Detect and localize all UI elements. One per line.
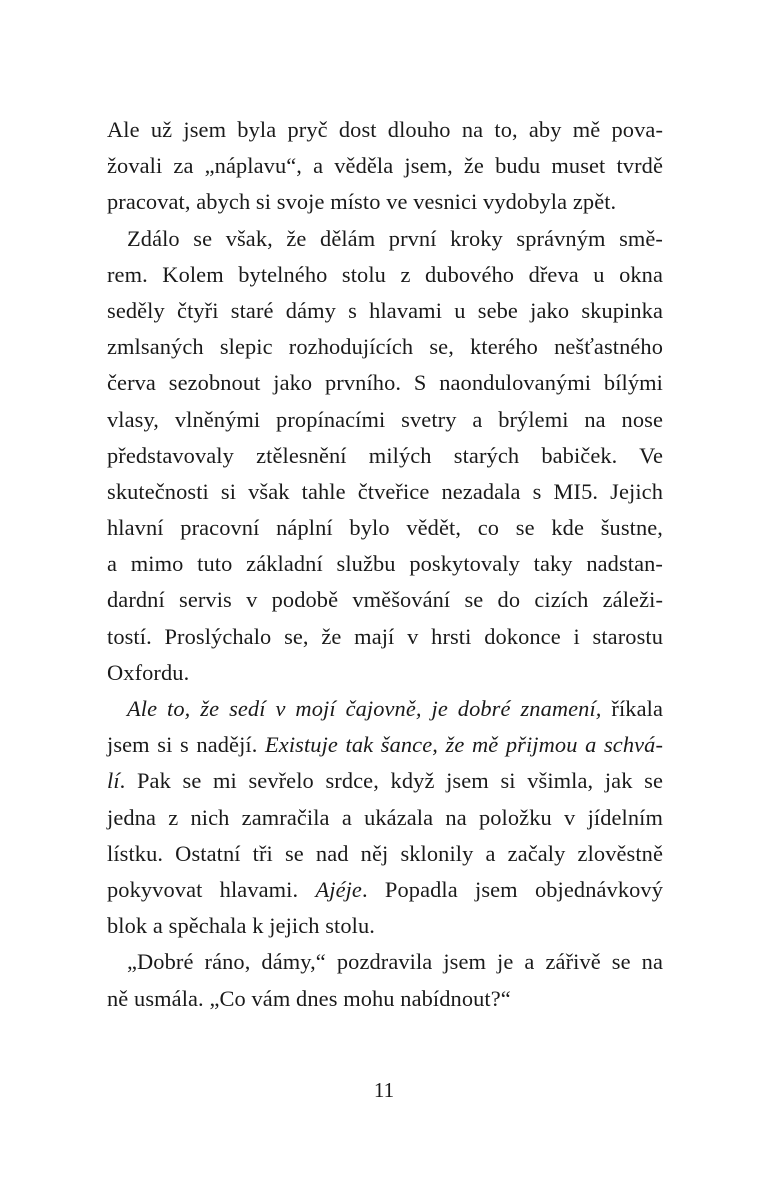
text-segment: blok a spěchala k jejich stolu. xyxy=(107,913,375,939)
text-line xyxy=(107,365,663,401)
text-line xyxy=(107,655,663,691)
text-segment: jedna z nich zamračila a ukázala na položku v jídelním xyxy=(107,804,663,830)
text-segment: Zdálo se však, že dělám první kroky správným smě- xyxy=(127,225,663,251)
text-line xyxy=(107,438,663,474)
text-segment: . Pak se mi sevřelo srdce, když jsem si všimla, jak se xyxy=(119,768,663,794)
text-line xyxy=(107,691,663,727)
text-segment: a mimo tuto základní službu poskytovaly taky nadstan- xyxy=(107,551,663,577)
book-page-text xyxy=(107,112,663,1017)
text-segment: seděly čtyři staré dámy s hlavami u sebe jako skupinka xyxy=(107,297,663,323)
text-line xyxy=(107,619,663,655)
text-line xyxy=(107,981,663,1017)
text-line xyxy=(107,148,663,184)
text-line xyxy=(107,257,663,293)
text-segment: dardní servis v podobě vměšování se do cizích záleži- xyxy=(107,587,663,613)
text-line xyxy=(107,329,663,365)
text-segment: ně usmála. „Co vám dnes mohu nabídnout?“ xyxy=(107,985,511,1011)
text-segment: „Dobré ráno, dámy,“ pozdravila jsem je a zářivě se na xyxy=(127,949,663,975)
paragraph xyxy=(107,691,663,944)
text-segment: zmlsaných slepic rozhodujících se, kterého nešťastného xyxy=(107,334,663,360)
text-segment: pracovat, abych si svoje místo ve vesnici vydobyla zpět. xyxy=(107,189,617,215)
text-line xyxy=(107,872,663,908)
italic-text: Existuje tak šance, že mě přijmou a schvá- xyxy=(265,732,664,758)
text-segment: říkala xyxy=(601,696,663,721)
text-line xyxy=(107,184,663,220)
text-segment: červa sezobnout jako prvního. S naondulovanými bílými xyxy=(107,370,663,396)
paragraph xyxy=(107,112,663,221)
text-segment: vlasy, vlněnými propínacími svetry a brýlemi na nose xyxy=(107,406,663,432)
text-segment: rem. Kolem bytelného stolu z dubového dřeva u okna xyxy=(107,261,663,287)
italic-text: lí xyxy=(107,768,120,794)
text-line xyxy=(107,293,663,329)
text-line xyxy=(107,727,663,763)
text-line xyxy=(107,221,663,257)
text-line xyxy=(107,546,663,582)
text-line xyxy=(107,510,663,546)
text-segment: představovaly ztělesnění milých starých babiček. Ve xyxy=(107,442,663,468)
text-line xyxy=(107,402,663,438)
page-number: 11 xyxy=(373,1078,395,1102)
text-line xyxy=(107,112,663,148)
text-line xyxy=(107,800,663,836)
italic-text: Ajéje xyxy=(315,876,362,902)
text-segment: žovali za „náplavu“, a věděla jsem, že budu muset tvrdě xyxy=(107,153,663,179)
text-segment: pokyvovat hlavami. xyxy=(107,876,316,902)
text-line xyxy=(107,944,663,980)
text-segment: jsem si s nadějí. xyxy=(107,732,266,758)
text-line xyxy=(107,582,663,618)
text-line xyxy=(107,836,663,872)
text-segment: skutečnosti si však tahle čtveřice nezadala s MI5. Jejich xyxy=(107,478,663,504)
italic-text: Ale to, že sedí v mojí čajovně, je dobré znamení, xyxy=(127,696,602,721)
text-line xyxy=(107,474,663,510)
text-segment: Oxfordu. xyxy=(107,659,190,685)
text-segment: Ale už jsem byla pryč dost dlouho na to, aby mě pova- xyxy=(107,117,663,142)
text-segment: tostí. Proslýchalo se, že mají v hrsti dokonce i starostu xyxy=(107,623,663,649)
paragraph xyxy=(107,221,663,691)
text-segment: hlavní pracovní náplní bylo vědět, co se kde šustne, xyxy=(107,515,663,541)
text-segment: . Popadla jsem objednávkový xyxy=(361,876,664,902)
text-line xyxy=(107,908,663,944)
text-line xyxy=(107,763,663,799)
text-segment: lístku. Ostatní tři se nad něj sklonily a začaly zlověstně xyxy=(107,840,663,866)
paragraph xyxy=(107,944,663,1016)
